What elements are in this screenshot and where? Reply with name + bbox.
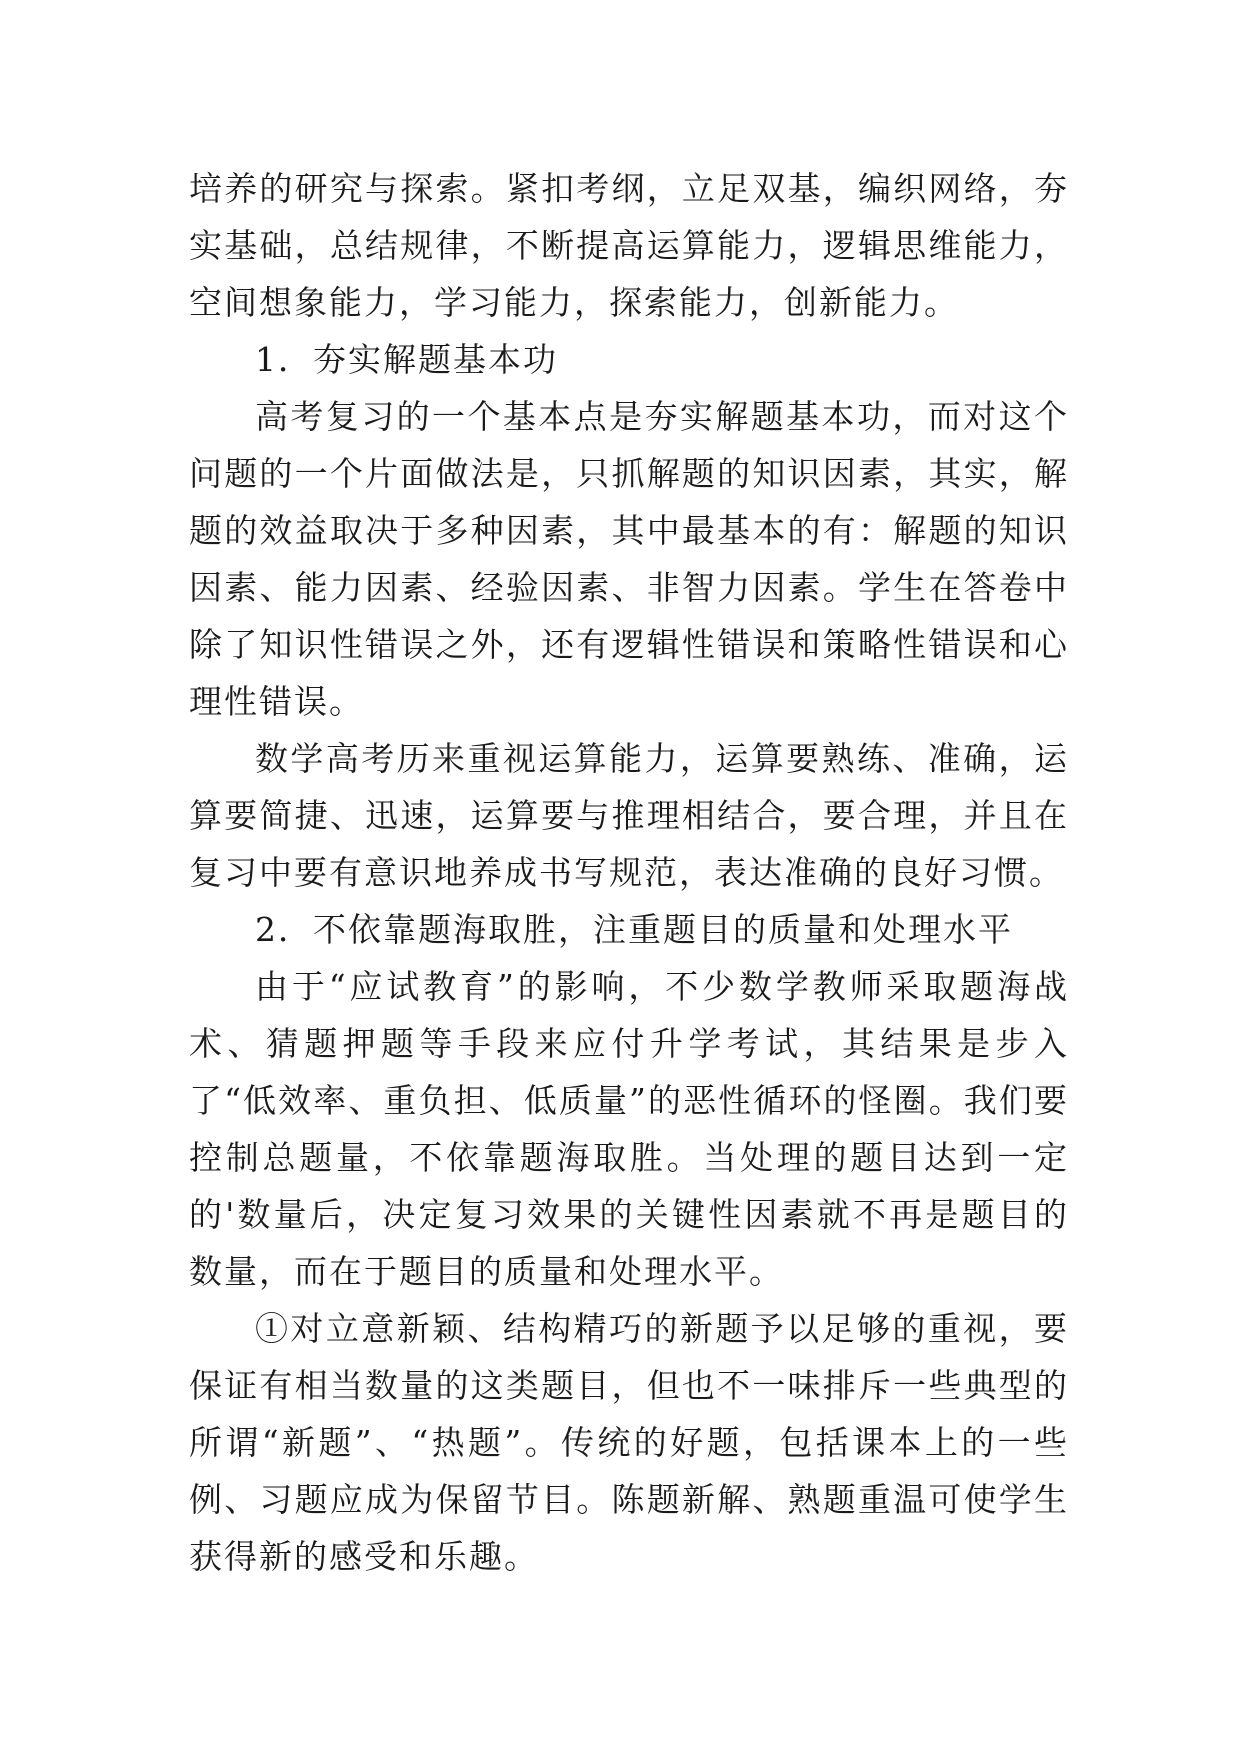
section-heading-2: 2．不依靠题海取胜，注重题目的质量和处理水平	[255, 910, 1013, 949]
section-heading-1: 1．夯实解题基本功	[255, 340, 558, 379]
paragraph-new-problems: ①对立意新颖、结构精巧的新题予以足够的重视，要保证有相当数量的这类题目，但也不一味排斥一些典型的所谓“新题”、“热题”。传统的好题，包括课本上的一些例、习题应成为保留节目。陈题新解、熟题重温可使学生获得新的感受和乐趣。	[189, 1309, 1069, 1576]
paragraph-computation: 数学高考历来重视运算能力，运算要熟练、准确，运算要简捷、迅速，运算要与推理相结合，要合理，并且在复习中要有意识地养成书写规范，表达准确的良好习惯。	[189, 739, 1069, 892]
paragraph-basic-skills: 高考复习的一个基本点是夯实解题基本功，而对这个问题的一个片面做法是，只抓解题的知识因素，其实，解题的效益取决于多种因素，其中最基本的有：解题的知识因素、能力因素、经验因素、非智力因素。学生在答卷中除了知识性错误之外，还有逻辑性错误和策略性错误和心理性错误。	[189, 397, 1069, 721]
paragraph-continuation: 培养的研究与探索。紧扣考纲，立足双基，编织网络，夯实基础，总结规律，不断提高运算能力，逻辑思维能力，空间想象能力，学习能力，探索能力，创新能力。	[189, 169, 1069, 322]
document-body	[189, 160, 1069, 1585]
paragraph-exam-sea: 由于“应试教育”的影响，不少数学教师采取题海战术、猜题押题等手段来应付升学考试，其结果是步入了“低效率、重负担、低质量”的恶性循环的怪圈。我们要控制总题量，不依靠题海取胜。当处理的题目达到一定的'数量后，决定复习效果的关键性因素就不再是题目的数量，而在于题目的质量和处理水平。	[189, 967, 1069, 1291]
